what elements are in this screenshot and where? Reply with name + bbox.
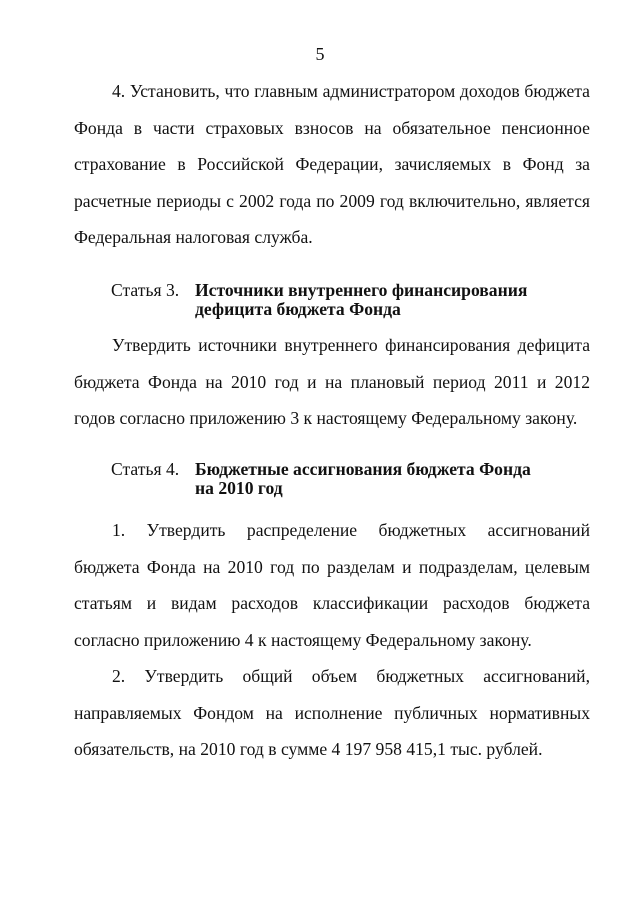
article-4-paragraph-2: 2. Утвердить общий объем бюджетных ассигнований, направляемых Фондом на исполнение публичных нормативных обязательств, на 2010 год в сумме 4 197 958 415,1 тыс. рублей.	[74, 666, 590, 759]
article-3-title: Источники внутреннего финансирования дефицита бюджета Фонда	[195, 280, 528, 319]
article-4-title: Бюджетные ассигнования бюджета Фонда на 2010 год	[195, 459, 531, 498]
article-4-label: Статья 4.	[111, 459, 180, 479]
article-4-heading	[111, 460, 591, 498]
article-4-paragraph-1: 1. Утвердить распределение бюджетных ассигнований бюджета Фонда на 2010 год по разделам и подразделам, целевым статьям и видам расходов классификации расходов бюджета согласно приложению 4 к настоящему Федеральному закону.	[74, 520, 590, 650]
paragraph-4: 4. Установить, что главным администратором доходов бюджета Фонда в части страховых взносов на обязательное пенсионное страхование в Российской Федерации, зачисляемых в Фонд за расчетные периоды с 2002 года по 2009 год включительно, является Федеральная налоговая служба.	[74, 81, 590, 247]
page-number: 5	[315, 44, 325, 64]
article-3-heading	[111, 281, 591, 319]
article-3-text: Утвердить источники внутреннего финансирования дефицита бюджета Фонда на 2010 год и на плановый период 2011 и 2012 годов согласно приложению 3 к настоящему Федеральному закону.	[74, 335, 590, 428]
article-3-label: Статья 3.	[111, 280, 180, 300]
